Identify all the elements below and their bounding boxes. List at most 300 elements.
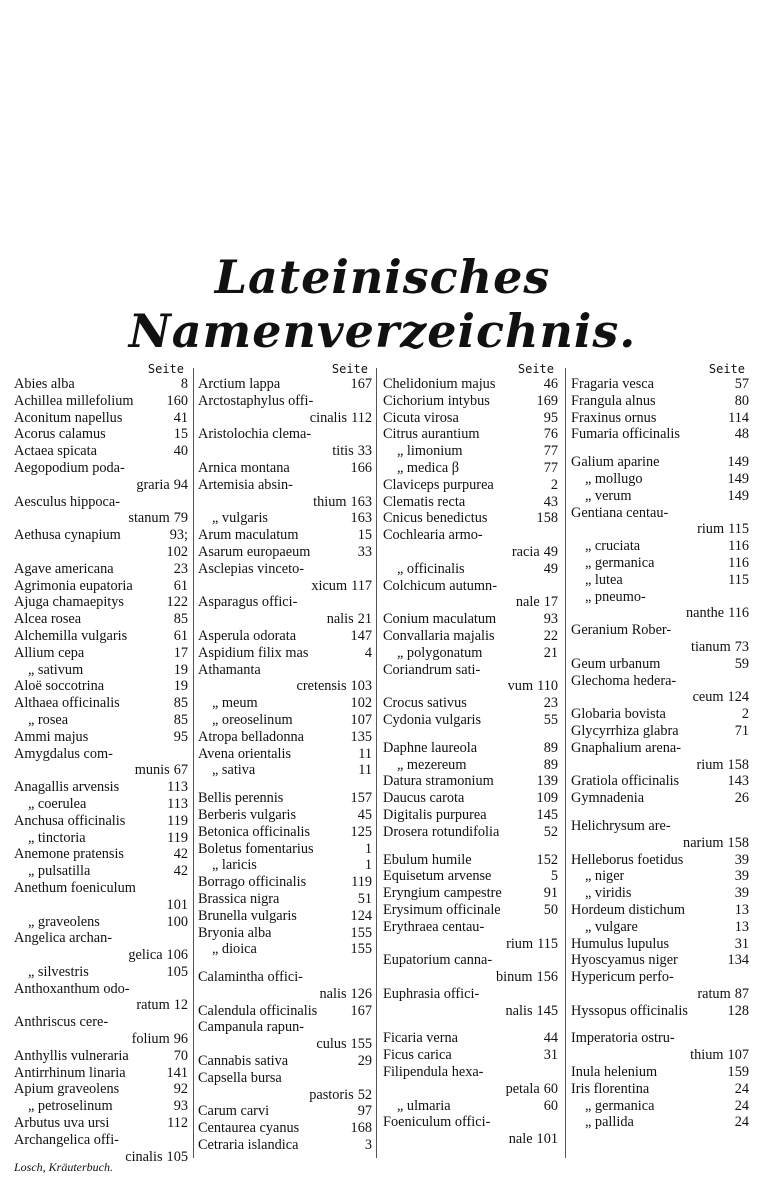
page-number: 106: [166, 947, 188, 964]
entry-name: „ medica β: [397, 459, 460, 476]
entry-name: nanthe: [685, 605, 725, 622]
index-entry: [198, 1137, 372, 1154]
entry-name: „ officinalis: [397, 560, 465, 577]
index-entry: [571, 936, 749, 953]
page-number: 57: [734, 376, 749, 392]
entry-name: cinalis: [309, 409, 348, 426]
page-number: 40: [173, 443, 188, 460]
entry-name: Helleborus foetidus: [571, 851, 684, 868]
index-entry: [383, 885, 558, 902]
page-number: 45: [357, 806, 372, 823]
page-number: 71: [734, 722, 749, 739]
index-entry: [571, 1030, 749, 1047]
entry-name: „ petroselinum: [28, 1098, 113, 1115]
entry-name: Hypericum perfo-: [571, 969, 674, 986]
entry-name: Berberis vulgaris: [198, 806, 297, 823]
entry-name: folium: [131, 1031, 170, 1048]
entry-name: Agave americana: [14, 560, 114, 577]
entry-name: Claviceps purpurea: [383, 476, 494, 493]
index-entry: [571, 740, 749, 757]
page-number: 147: [350, 627, 372, 644]
index-entry: [571, 902, 749, 919]
entry-name: Hyssopus officinalis: [571, 1002, 688, 1019]
page-number: 60: [543, 1097, 558, 1114]
entry-name: Gnaphalium arena-: [571, 739, 681, 756]
page-number: 149: [727, 470, 749, 487]
page-number: 167: [350, 1002, 372, 1019]
index-entry: [383, 561, 558, 578]
page-number: 11: [358, 745, 372, 762]
page-number: 24: [734, 1080, 749, 1097]
index-entry: [571, 555, 749, 572]
index-entry: [14, 443, 188, 460]
entry-name: „ mollugo: [585, 470, 643, 487]
index-entry: [571, 1003, 749, 1020]
entry-name: „ viridis: [585, 885, 632, 902]
page-number: 143: [727, 773, 749, 790]
page-number: 149: [727, 454, 749, 471]
index-entry: [571, 723, 749, 740]
page-number: 116: [728, 605, 749, 622]
index-entry: [383, 936, 558, 953]
page-number: 1: [364, 857, 372, 874]
index-entry: [198, 925, 372, 942]
entry-name: thium: [690, 1047, 724, 1064]
entry-name: Crocus sativus: [383, 695, 467, 712]
page-number: 80: [734, 392, 749, 409]
index-entry: [14, 662, 188, 679]
index-entry: [571, 818, 749, 835]
index-entry: [383, 852, 558, 869]
index-entry: [383, 678, 558, 695]
entry-name: Arum maculatum: [198, 527, 299, 544]
index-entry: [198, 1120, 372, 1137]
page-number: 85: [173, 695, 188, 712]
entry-name: nale: [515, 594, 540, 611]
index-entry: [383, 952, 558, 969]
entry-name: nalis: [505, 1002, 533, 1019]
entry-name: Daphne laureola: [383, 739, 478, 756]
entry-name: rium: [506, 935, 534, 952]
entry-name: „ pulsatilla: [28, 863, 91, 880]
index-entry: [383, 1003, 558, 1020]
entry-name: Cichorium intybus: [383, 392, 490, 409]
page-number: 61: [173, 627, 188, 644]
index-entry: [14, 1065, 188, 1082]
index-entry: [383, 790, 558, 807]
index-entry: [571, 689, 749, 706]
page-number: 33: [357, 443, 372, 460]
index-entry: [383, 628, 558, 645]
index-entry: [383, 712, 558, 729]
index-entry: [14, 762, 188, 779]
index-entry: [198, 393, 372, 410]
entry-name: Agrimonia eupatoria: [14, 577, 133, 594]
page-number: 94: [173, 476, 188, 493]
entry-name: vum: [507, 678, 534, 695]
entry-name: „ vulgaris: [212, 510, 268, 527]
index-entry: [383, 1081, 558, 1098]
entry-name: „ germanica: [585, 1097, 655, 1114]
entry-name: „ dioica: [212, 941, 257, 958]
entry-name: Ammi majus: [14, 728, 89, 745]
page-number: 60: [543, 1080, 558, 1097]
index-entry: [198, 578, 372, 595]
page-number: 117: [351, 577, 372, 594]
page-number: 105: [166, 963, 188, 980]
entry-name: Foeniculum offici-: [383, 1114, 491, 1131]
entry-name: „ sativum: [28, 661, 84, 678]
page-number: 134: [727, 952, 749, 969]
entry-name: Aconitum napellus: [14, 409, 123, 426]
index-entry: [198, 611, 372, 628]
entry-name: Filipendula hexa-: [383, 1064, 484, 1081]
index-entry: [198, 662, 372, 679]
entry-name: Euphrasia offici-: [383, 985, 480, 1002]
index-entry: [571, 376, 749, 393]
entry-name: nalis: [326, 611, 354, 628]
page-number: 102: [166, 543, 188, 560]
index-entry: [14, 981, 188, 998]
index-entry: [383, 807, 558, 824]
entry-name: „ limonium: [397, 443, 463, 460]
entry-name: Abies alba: [14, 376, 75, 392]
index-entry: [383, 1131, 558, 1148]
page-number: 91: [543, 885, 558, 902]
entry-name: Aegopodium poda-: [14, 459, 125, 476]
entry-name: Eupatorium canna-: [383, 952, 493, 969]
entry-name: Arctium lappa: [198, 376, 281, 392]
page-number: 48: [734, 426, 749, 443]
index-entry: [198, 908, 372, 925]
index-entry: [383, 494, 558, 511]
page-number: 39: [734, 851, 749, 868]
entry-name: „ lutea: [585, 571, 623, 588]
page-number: 107: [727, 1047, 749, 1064]
index-entry: [14, 729, 188, 746]
page-number: 122: [166, 594, 188, 611]
index-entry: [383, 393, 558, 410]
index-entry: [198, 790, 372, 807]
page-number: 152: [536, 851, 558, 868]
page-number: 23: [543, 695, 558, 712]
entry-name: Artemisia absin-: [198, 476, 293, 493]
index-entry: [383, 578, 558, 595]
page-number: 115: [537, 935, 558, 952]
index-entry: [198, 1103, 372, 1120]
page-number: 160: [166, 392, 188, 409]
index-entry: [571, 757, 749, 774]
entry-name: Hordeum distichum: [571, 901, 685, 918]
page-number: 126: [350, 985, 372, 1002]
entry-name: „ tinctoria: [28, 829, 86, 846]
index-entry: [571, 1047, 749, 1064]
index-entry: [571, 393, 749, 410]
page-number: 93;: [169, 527, 188, 544]
entry-name: Conium maculatum: [383, 611, 497, 628]
entry-name: Athamanta: [198, 661, 261, 678]
page-number: 26: [734, 790, 749, 807]
index-entry: [571, 521, 749, 538]
index-entry: [571, 868, 749, 885]
page-number: 102: [350, 695, 372, 712]
page-number: 93: [173, 1098, 188, 1115]
index-column-4: [571, 362, 749, 1131]
seite-header: Seite: [708, 362, 745, 376]
index-entry: [198, 477, 372, 494]
index-entry: [383, 969, 558, 986]
index-entry: [571, 706, 749, 723]
page-number: 96: [173, 1031, 188, 1048]
entry-name: Anthyllis vulneraria: [14, 1047, 129, 1064]
seite-header: Seite: [331, 362, 368, 376]
entry-name: Equisetum arvense: [383, 868, 492, 885]
index-entry: [383, 477, 558, 494]
index-entry: [198, 729, 372, 746]
entry-name: racia: [511, 543, 540, 560]
entry-name: Althaea officinalis: [14, 695, 120, 712]
entry-name: Amygdalus com-: [14, 745, 113, 762]
index-entry: [571, 952, 749, 969]
page-number: 89: [543, 756, 558, 773]
seite-header: Seite: [517, 362, 554, 376]
index-entry: [14, 376, 188, 393]
index-entry: [571, 919, 749, 936]
index-entry: [383, 410, 558, 427]
page-number: 105: [166, 1148, 188, 1165]
entry-name: „ verum: [585, 487, 632, 504]
entry-name: binum: [496, 969, 533, 986]
entry-name: Atropa belladonna: [198, 728, 304, 745]
index-entry: [383, 740, 558, 757]
page-number: 42: [173, 863, 188, 880]
page-number: 113: [167, 779, 188, 796]
page-number: 158: [727, 756, 749, 773]
entry-name: „ niger: [585, 868, 625, 885]
page-number: 41: [173, 409, 188, 426]
index-entry: [571, 488, 749, 505]
entry-name: Chelidonium majus: [383, 376, 496, 392]
entry-name: nalis: [319, 985, 347, 1002]
page-number: 17: [173, 644, 188, 661]
index-entry: [383, 443, 558, 460]
entry-name: narium: [683, 834, 724, 851]
page-number: 22: [543, 627, 558, 644]
index-entry: [14, 964, 188, 981]
index-entry: [571, 639, 749, 656]
index-entry: [14, 494, 188, 511]
page-number: 119: [167, 812, 188, 829]
page-number: 42: [173, 846, 188, 863]
entry-name: „ pallida: [585, 1114, 634, 1131]
index-entry: [198, 628, 372, 645]
entry-name: Gratiola officinalis: [571, 773, 680, 790]
page-number: 44: [543, 1030, 558, 1047]
index-entry: [198, 443, 372, 460]
page-number: 115: [728, 521, 749, 538]
index-entry: [383, 426, 558, 443]
entry-name: pastoris: [309, 1086, 354, 1103]
entry-name: Aloë soccotrina: [14, 678, 105, 695]
page-number: 155: [350, 1036, 372, 1053]
seite-header: Seite: [147, 362, 184, 376]
index-entry: [571, 656, 749, 673]
index-entry: [14, 712, 188, 729]
page-number: 29: [357, 1053, 372, 1070]
index-entry: [198, 1053, 372, 1070]
index-entry: [198, 460, 372, 477]
entry-name: „ coerulea: [28, 795, 87, 812]
page-number: 24: [734, 1114, 749, 1131]
index-entry: [571, 505, 749, 522]
column-divider: [193, 368, 194, 1158]
index-entry: [383, 902, 558, 919]
page-title: Lateinisches Namenverzeichnis.: [128, 250, 637, 358]
entry-name: titis: [332, 443, 354, 460]
entry-name: Drosera rotundifolia: [383, 823, 500, 840]
index-entry: [198, 874, 372, 891]
index-entry: [14, 880, 188, 897]
index-entry: [571, 589, 749, 606]
page-number: 119: [351, 874, 372, 891]
page-number: 89: [543, 739, 558, 756]
page-number: 51: [357, 890, 372, 907]
page-number: 112: [167, 1115, 188, 1132]
entry-name: cinalis: [125, 1148, 163, 1165]
page-number: 17: [543, 594, 558, 611]
index-entry: [14, 510, 188, 527]
index-entry: [198, 561, 372, 578]
page-number: 2: [550, 476, 558, 493]
page-number: 93: [543, 611, 558, 628]
entry-name: xicum: [311, 577, 348, 594]
page-number: 155: [350, 941, 372, 958]
index-entry: [198, 527, 372, 544]
page-number: 73: [734, 638, 749, 655]
index-entry: [198, 678, 372, 695]
page-number: 67: [173, 762, 188, 779]
entry-name: Gentiana centau-: [571, 504, 669, 521]
entry-name: Aesculus hippoca-: [14, 493, 121, 510]
entry-name: Ebulum humile: [383, 851, 472, 868]
entry-name: nale: [508, 1131, 533, 1148]
index-entry: [383, 611, 558, 628]
page-number: 77: [543, 443, 558, 460]
index-entry: [383, 1030, 558, 1047]
page-number: 55: [543, 711, 558, 728]
page-number: 110: [537, 678, 558, 695]
index-entry: [14, 611, 188, 628]
index-entry: [198, 1070, 372, 1087]
letter-gap: [571, 807, 749, 818]
index-entry: [571, 673, 749, 690]
entry-name: Erysimum officinale: [383, 901, 501, 918]
page-number: 2: [741, 706, 749, 723]
entry-name: „ graveolens: [28, 913, 100, 930]
page-number: 8: [180, 376, 188, 392]
page-number: 145: [536, 806, 558, 823]
page-number: 163: [350, 493, 372, 510]
page-number: 158: [727, 834, 749, 851]
index-entry: [198, 1019, 372, 1036]
index-entry: [383, 645, 558, 662]
index-entry: [14, 947, 188, 964]
page-number: 95: [543, 409, 558, 426]
page-number: 11: [358, 762, 372, 779]
entry-name: Fragaria vesca: [571, 376, 654, 392]
index-entry: [14, 477, 188, 494]
page-number: 12: [173, 997, 188, 1014]
page-number: 155: [350, 924, 372, 941]
entry-name: Daucus carota: [383, 790, 465, 807]
entry-name: rium: [697, 521, 725, 538]
index-entry: [571, 1114, 749, 1131]
page-number: 101: [536, 1131, 558, 1148]
entry-name: Anethum foeniculum: [14, 879, 136, 896]
entry-name: Aethusa cynapium: [14, 527, 121, 544]
column-divider: [376, 368, 377, 1158]
entry-name: Allium cepa: [14, 644, 85, 661]
index-entry: [198, 594, 372, 611]
index-entry: [14, 678, 188, 695]
entry-name: Arbutus uva ursi: [14, 1115, 110, 1132]
entry-name: Iris florentina: [571, 1080, 650, 1097]
index-entry: [198, 857, 372, 874]
entry-name: „ pneumo-: [585, 588, 646, 605]
index-entry: [383, 695, 558, 712]
page-footer: Losch, Kräuterbuch.: [14, 1160, 113, 1174]
entry-name: graria: [136, 476, 170, 493]
entry-name: Asparagus offici-: [198, 594, 298, 611]
page-number: 15: [173, 426, 188, 443]
index-entry: [198, 510, 372, 527]
entry-name: Digitalis purpurea: [383, 806, 487, 823]
entry-name: Anemone pratensis: [14, 846, 124, 863]
page-number: 39: [734, 885, 749, 902]
page-number: 103: [350, 678, 372, 695]
entry-name: Eryngium campestre: [383, 885, 502, 902]
entry-name: Glechoma hedera-: [571, 672, 677, 689]
letter-gap: [383, 841, 558, 852]
index-column-3: [383, 362, 558, 1148]
entry-name: Anchusa officinalis: [14, 812, 126, 829]
page-number: 116: [728, 538, 749, 555]
entry-name: „ ulmaria: [397, 1097, 451, 1114]
index-entry: [198, 1003, 372, 1020]
page-number: 112: [351, 409, 372, 426]
index-entry: [571, 1098, 749, 1115]
letter-gap: [383, 1019, 558, 1030]
index-entry: [14, 695, 188, 712]
index-entry: [14, 746, 188, 763]
entry-name: „ polygonatum: [397, 644, 483, 661]
index-entry: [383, 527, 558, 544]
index-entry: [571, 986, 749, 1003]
page-number: 159: [727, 1064, 749, 1081]
index-entry: [198, 712, 372, 729]
entry-name: Aristolochia clema-: [198, 426, 312, 443]
index-entry: [383, 1098, 558, 1115]
entry-name: Cicuta virosa: [383, 409, 459, 426]
page-number: 85: [173, 611, 188, 628]
page-number: 50: [543, 901, 558, 918]
entry-name: Asclepias vinceto-: [198, 560, 304, 577]
page-number: 43: [543, 493, 558, 510]
page-number: 109: [536, 790, 558, 807]
entry-name: Aspidium filix mas: [198, 644, 309, 661]
entry-name: Cannabis sativa: [198, 1053, 289, 1070]
entry-name: stanum: [128, 510, 170, 527]
